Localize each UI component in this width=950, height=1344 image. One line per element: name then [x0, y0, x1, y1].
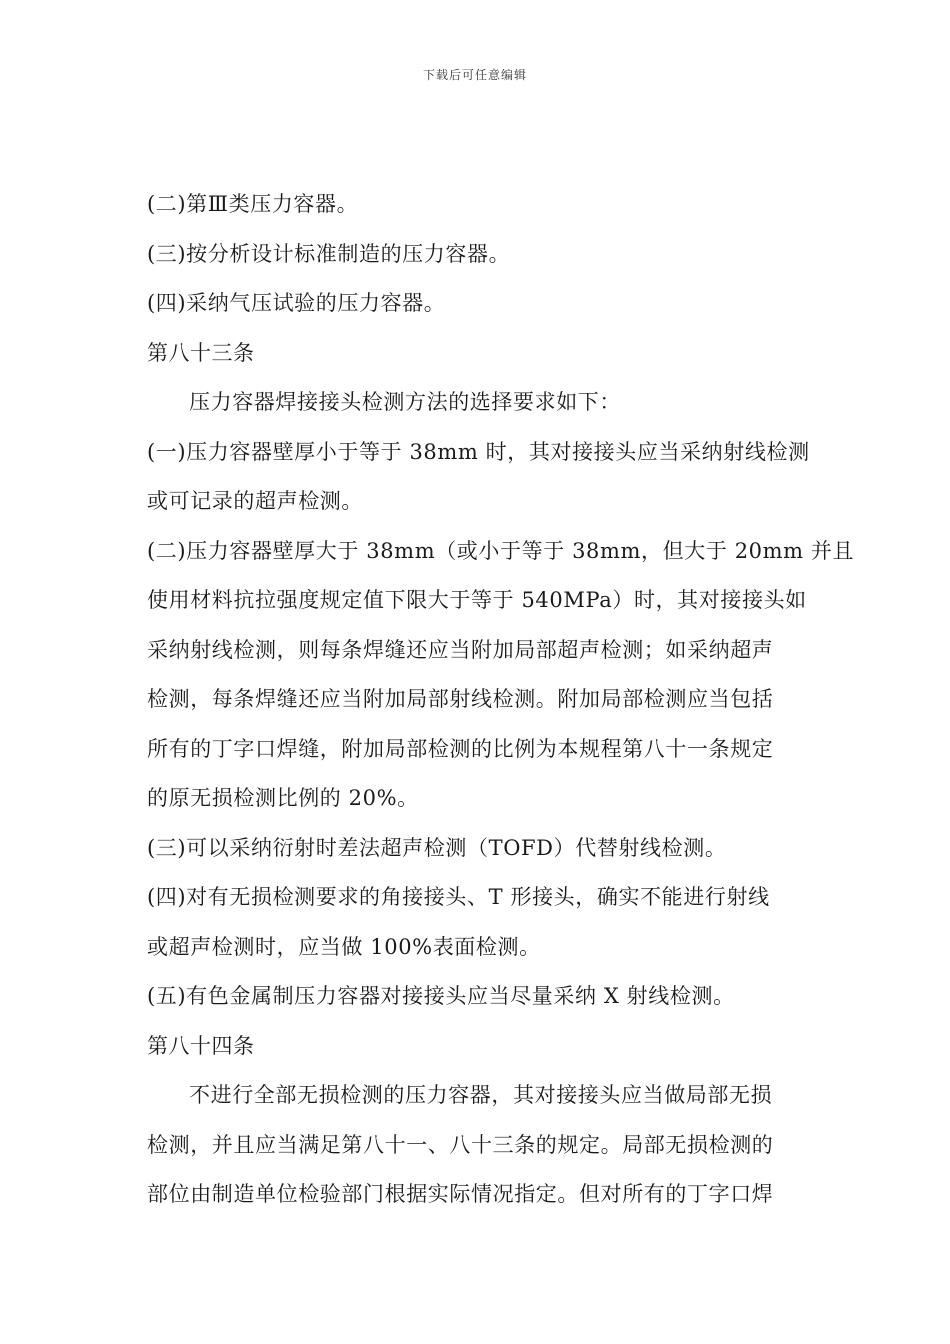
paragraph-line: 压力容器焊接接头检测方法的选择要求如下：	[189, 390, 621, 414]
paragraph-line: 或可记录的超声检测。	[147, 489, 363, 513]
paragraph-line: 使用材料抗拉强度规定值下限大于等于 540MPa）时，其对接接头如	[147, 588, 807, 612]
list-item: (三)可以采纳衍射时差法超声检测（TOFD）代替射线检测。	[147, 835, 727, 860]
paragraph-line: 检测，每条焊缝还应当附加局部射线检测。附加局部检测应当包括	[147, 687, 774, 711]
paragraph-line: 采纳射线检测，则每条焊缝还应当附加局部超声检测；如采纳超声	[147, 637, 774, 662]
list-item: (一)压力容器壁厚小于等于 38mm 时，其对接接头应当采纳射线检测	[147, 439, 810, 464]
paragraph-line: 不进行全部无损检测的压力容器，其对接接头应当做局部无损	[189, 1083, 773, 1107]
document-body	[147, 180, 855, 1220]
paragraph-line: 或超声检测时，应当做 100%表面检测。	[147, 934, 541, 959]
page-header: 下载后可任意编辑	[422, 68, 527, 82]
paragraph-line: 的原无损检测比例的 20%。	[147, 786, 419, 810]
list-item: (四)对有无损检测要求的角接接头、T 形接头，确实不能进行射线	[147, 885, 770, 909]
paragraph-line: 所有的丁字口焊缝，附加局部检测的比例为本规程第八十一条规定	[147, 736, 774, 761]
article-heading: 第八十四条	[147, 1033, 255, 1058]
list-item: (二)压力容器壁厚大于 38mm（或小于等于 38mm，但大于 20mm 并且	[147, 538, 855, 563]
paragraph-line: 检测，并且应当满足第八十一、八十三条的规定。局部无损检测的	[147, 1132, 774, 1157]
list-item: (五)有色金属制压力容器对接接头应当尽量采纳 X 射线检测。	[147, 984, 735, 1008]
paragraph-line: 部位由制造单位检验部门根据实际情况指定。但对所有的丁字口焊	[147, 1182, 774, 1206]
list-item: (四)采纳气压试验的压力容器。	[147, 291, 446, 315]
article-heading: 第八十三条	[147, 340, 255, 365]
list-item: (三)按分析设计标准制造的压力容器。	[147, 241, 511, 266]
list-item: (二)第Ⅲ类压力容器。	[147, 192, 359, 216]
